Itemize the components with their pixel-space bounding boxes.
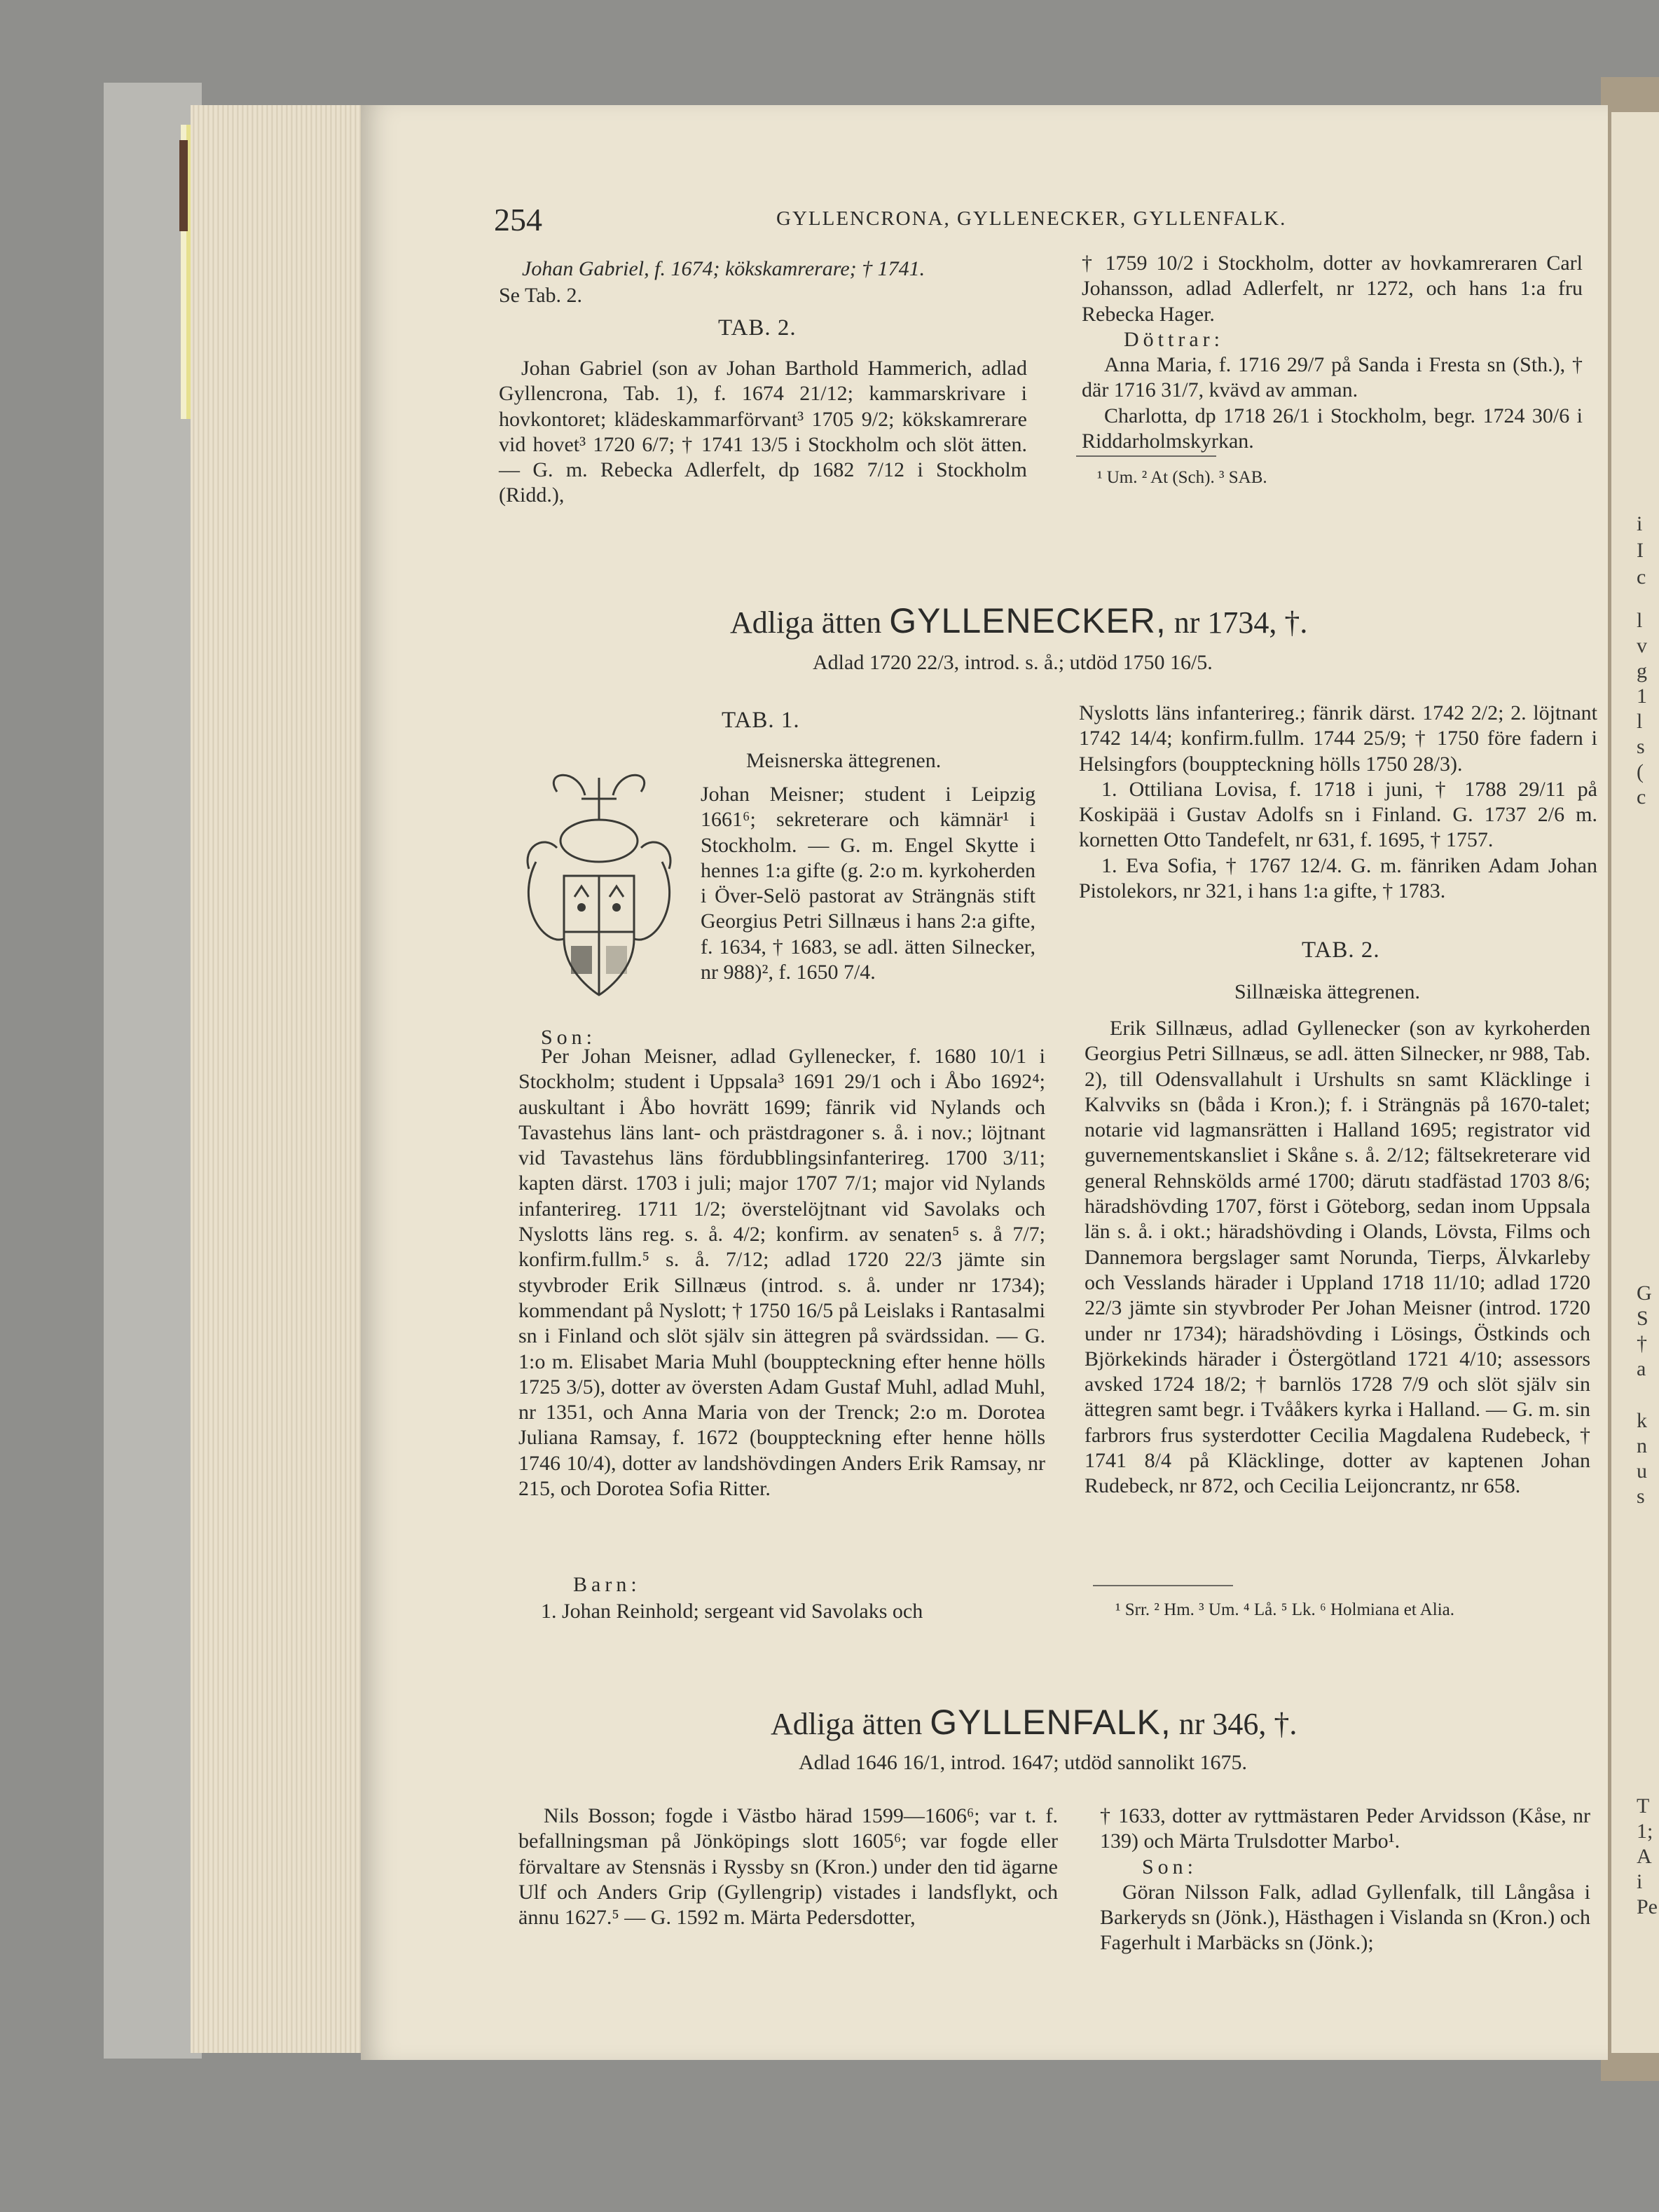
title-suffix: nr 1734, †.: [1173, 605, 1308, 640]
paragraph-text: 1. Eva Sofia, † 1767 12/4. G. m. fänriken Adam Johan Pistolekors, nr 321, i hans 1:a gifte, † 1783.: [1079, 853, 1597, 903]
gyllenecker-subtitle: Adlad 1720 22/3, introd. s. å.; utdöd 1750 16/5.: [813, 651, 1213, 674]
binding-tab: [179, 140, 188, 231]
footnote-rule: [1076, 455, 1216, 457]
paragraph-text: † 1759 10/2 i Stockholm, dotter av hovkamreraren Carl Johansson, adlad Adlerfelt, nr 1272, och hans 1:a fru Rebecka Hager.: [1082, 252, 1583, 326]
family-name: GYLLENECKER,: [889, 601, 1166, 640]
top-right-column: [1082, 251, 1583, 454]
edge-letter: i: [1637, 1870, 1643, 1893]
tab2-heading: TAB. 2.: [1302, 937, 1380, 963]
son-label: Son:: [541, 1026, 597, 1049]
dottrar-label: Döttrar:: [1124, 327, 1224, 351]
edge-letter: g: [1637, 659, 1647, 682]
johan-reinhold-continued: [1079, 701, 1597, 904]
nils-bosson-paragraph: [518, 1804, 1058, 1930]
edge-letter: S: [1637, 1307, 1648, 1330]
title-prefix: Adliga ätten: [771, 1707, 923, 1741]
see-tab-line: Se Tab. 2.: [499, 284, 583, 307]
paragraph-text: Anna Maria, f. 1716 29/7 på Sanda i Fresta sn (Sth.), † där 1716 31/7, kvävd av amman.: [1082, 353, 1583, 402]
paragraph-text: † 1633, dotter av ryttmästaren Peder Arvidsson (Kåse, nr 139) och Märta Trulsdotter Marbo¹.: [1100, 1804, 1590, 1853]
coat-of-arms-icon: [515, 764, 683, 1009]
edge-letter: Pe: [1637, 1895, 1658, 1918]
tab1-subtitle: Meisnerska ättegrenen.: [746, 749, 942, 772]
footnote: ¹ Um. ² At (Sch). ³ SAB.: [1097, 468, 1267, 487]
edge-letter: 1: [1637, 685, 1647, 708]
gyllenfalk-title: [771, 1703, 1297, 1744]
tab-heading: TAB. 2.: [718, 315, 797, 341]
page-number: 254: [494, 202, 542, 238]
title-prefix: Adliga ätten: [730, 605, 882, 640]
gyllenecker-title: [730, 601, 1307, 643]
paragraph-text: Göran Nilsson Falk, adlad Gyllenfalk, till Långåsa i Barkeryds sn (Jönk.), Hästhagen i Vislanda sn (Kron.) och Fagerhult i Marbäcks sn (Jönk.);: [1100, 1880, 1591, 1955]
johan-gabriel-ref: [522, 256, 1037, 282]
edge-letter: c: [1637, 785, 1646, 809]
tab1-heading: TAB. 1.: [722, 708, 800, 733]
paragraph-text: Johan Gabriel (son av Johan Barthold Hammerich, adlad Gyllencrona, Tab. 1), f. 1674 21/12; kammarskrivare i hovkontoret; klädeskammarförvant³ 1705 9/2; kökskamrerare vid hovet³ 1720 6/7; † 1741 13/5 i Stockholm och slöt ätten. — G. m. Rebecka Adlerfelt, dp 1682 7/12 i Stockholm (Ridd.),: [499, 357, 1027, 507]
edge-letter: c: [1637, 565, 1646, 589]
barn-label: Barn:: [573, 1573, 641, 1596]
paragraph-text: Per Johan Meisner, adlad Gyllenecker, f. 1680 10/1 i Stockholm; student i Uppsala³ 1691 29/1 och i Åbo 1692⁴; auskultant i Åbo hovrätt 1699; fänrik vid Nylands och Tavastehus läns lant- och prästdragoner s. å. i nov.; löjtnant vid Tavastehus läns fördubblingsinfanterireg. 1700 3/11; kapten därst. 1703 i juli; major 1707 7/1; major vid Nylands infanterireg. 1711 1/2; överstelöjtnant vid Savolaks och Nyslotts läns reg. s. å. 4/2; konfirm. av senaten⁵ s. å 7/7; konfirm.fullm.⁵ s. å. 7/12; adlad 1720 22/3 jämte sin styvbroder Erik Sillnæus (introd. s. å. under nr 1734); kommendant på Nyslott; † 1750 16/5 på Leislaks i Rantasalmi sn i Finland och slöt själv sin ättegren på svärdssidan. — G. 1:o m. Elisabet Maria Muhl (bouppteckning efter henne hölls 1725 3/5), dotter av översten Adam Gustaf Muhl, adlad Muhl, nr 1351, och Anna Maria von der Trenck; 2:o m. Dorotea Juliana Ramsay, f. 1672 (bouppteckning efter henne hölls 1746 10/4), dotter av landshövdingen Anders Erik Ramsay, nr 215, och Dorotea Sofia Ritter.: [518, 1045, 1045, 1501]
son-label: Son:: [1142, 1855, 1198, 1878]
edge-letter: 1;: [1637, 1820, 1653, 1843]
facing-page-edge: [1611, 112, 1659, 2053]
edge-letter: †: [1637, 1332, 1647, 1355]
barn-line: 1. Johan Reinhold; sergeant vid Savolaks och: [541, 1600, 923, 1623]
edge-letter: G: [1637, 1282, 1652, 1305]
edge-letter: T: [1637, 1794, 1650, 1818]
title-suffix: nr 346, †.: [1178, 1707, 1297, 1741]
running-title: GYLLENCRONA, GYLLENECKER, GYLLENFALK.: [776, 207, 1287, 230]
paragraph-text: Charlotta, dp 1718 26/1 i Stockholm, begr. 1724 30/6 i Riddarholmskyrkan.: [1082, 404, 1583, 453]
paragraph-text: Johan Meisner; student i Leipzig 1661⁶; sekreterare och kämnär¹ i Stockholm. — G. m. Engel Skytte i hennes 1:a gifte (g. 2:o m. kyrkoherden i Över-Selö pastorat av Strängnäs stift Georgius Petri Sillnæus i hans 2:a gifte, f. 1634, † 1683, se adl. ätten Silnecker, nr 988)², f. 1650 7/4.: [701, 783, 1035, 984]
edge-letter: k: [1637, 1409, 1647, 1432]
paragraph-text: 1. Ottiliana Lovisa, f. 1718 i juni, † 1788 29/11 på Koskipää i Gustav Adolfs sn i Finland. G. 1737 2/6 m. kornetten Otto Tandefelt, nr 631, f. 1695, † 1757.: [1079, 777, 1597, 852]
family-name: GYLLENFALK,: [930, 1703, 1171, 1742]
erik-sillnaeus-paragraph: [1085, 1016, 1590, 1499]
tab2-subtitle: Sillnæiska ättegrenen.: [1234, 980, 1420, 1003]
paragraph-text: Nils Bosson; fogde i Västbo härad 1599—1606⁶; var t. f. befallningsman på Jönköpings slott 1605⁶; var fogde eller förvaltare av Stensnäs i Ryssby sn (Kron.) under den tid ägarne Ulf och Anders Grip (Gyllengrip) vistades i landsflykt, och ännu 1627.⁵ — G. 1592 m. Märta Pedersdotter,: [518, 1804, 1058, 1930]
edge-letter: s: [1637, 735, 1645, 758]
edge-letter: s: [1637, 1485, 1645, 1508]
edge-letter: l: [1637, 609, 1643, 632]
meisner-paragraph: [701, 782, 1035, 985]
edge-letter: I: [1637, 539, 1644, 562]
per-johan-paragraph: [518, 1044, 1045, 1502]
footnote-rule: [1093, 1585, 1233, 1586]
page-edges: [191, 105, 366, 2053]
johan-gabriel-paragraph: [499, 356, 1027, 509]
edge-letter: (: [1637, 760, 1644, 783]
text-line: Johan Gabriel, f. 1674; kökskamrerare; † 1741.: [522, 257, 925, 280]
edge-letter: l: [1637, 710, 1643, 733]
edge-letter: A: [1637, 1845, 1652, 1868]
edge-letter: a: [1637, 1357, 1646, 1380]
edge-letter: u: [1637, 1459, 1647, 1483]
paragraph-text: Erik Sillnæus, adlad Gyllenecker (son av kyrkoherden Georgius Petri Sillnæus, se adl. ätten Silnecker, nr 988, Tab. 2), till Odensvallahult i Urshults sn samt Kläcklinge i Kalvviks sn (båda i Kron.); f. i Strängnäs på 1670-talet; notarie vid lagmansrätten i Halland 1695; registrator vid guvernementskansliet i Skåne s. å. 2/12; fältsekreterare vid general Rehnskölds armé 1700; därutı stadfästad 1703 8/6; häradshövding 1707, först i Göteborg, sedan inom Uppsala län s. å. i okt.; häradshövding i Olands, Lövsta, Films och Dannemora bergslager samt Norunda, Tierps, Älvkarleby och Vesslands härader i Uppland 1718 11/10; adlad 1720 22/3 jämte sin styvbroder Per Johan Meisner (introd. 1720 under nr 1734); häradshövding i Lösings, Östkinds och Björkekinds härader i Östergötland 1721 4/10; assessors avsked 1724 18/2; † barnlös 1728 7/9 och slöt själv sin ättegren samt begr. i Tvååkers kyrka i Halland. — G. m. sin farbrors frus systerdotter Cecilia Magdalena Rudebeck, † 1741 8/4 på Kläcklinge, dotter av kaptenen Johan Rudebeck, nr 872, och Cecilia Leijoncrantz, nr 658.: [1085, 1017, 1590, 1498]
footnote: ¹ Srr. ² Hm. ³ Um. ⁴ Lå. ⁵ Lk. ⁶ Holmiana et Alia.: [1115, 1600, 1454, 1619]
paragraph-text: Nyslotts läns infanterireg.; fänrik därst. 1742 2/2; 2. löjtnant 1742 14/4; konfirm.fullm. 1744 25/9; † 1750 före fadern i Helsingfors (bouppteckning hölls 1750 28/3).: [1079, 701, 1597, 776]
edge-letter: n: [1637, 1434, 1647, 1457]
gyllenfalk-right-column: [1100, 1804, 1590, 1956]
edge-letter: i: [1637, 512, 1643, 535]
edge-letter: v: [1637, 634, 1647, 657]
gyllenfalk-subtitle: Adlad 1646 16/1, introd. 1647; utdöd sannolikt 1675.: [799, 1751, 1247, 1774]
